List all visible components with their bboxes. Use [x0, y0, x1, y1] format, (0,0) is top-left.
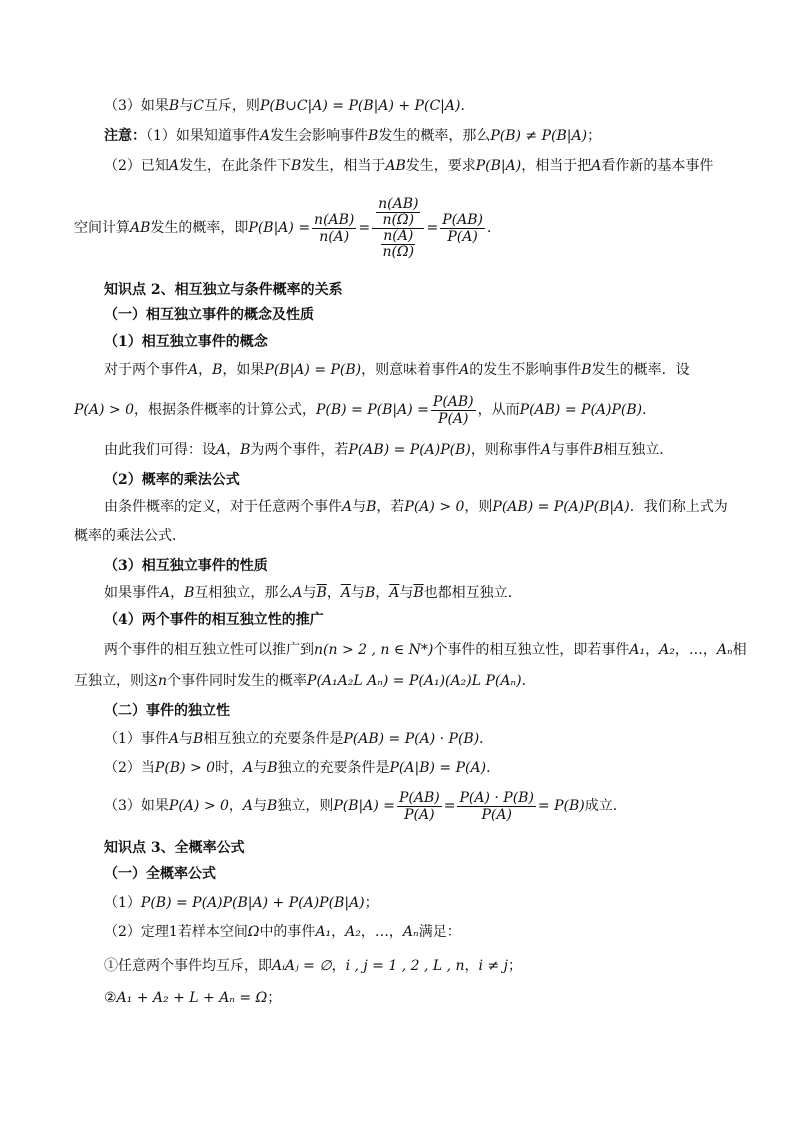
text: 与	[302, 585, 317, 601]
text: ，	[645, 642, 660, 658]
text: （1）如果知道事件	[146, 128, 260, 144]
math: B	[193, 731, 204, 747]
formula: P(B|A) =	[333, 798, 395, 814]
theorem-1-statement	[104, 922, 461, 942]
text: （2）定理1若样本空间	[104, 924, 248, 940]
text: 互相独立，那么	[194, 585, 293, 601]
text: ，…，	[360, 924, 403, 940]
paragraph-multiplication-rule-cont: 概率的乘法公式．	[74, 528, 186, 544]
math: B	[168, 98, 180, 114]
denominator: P(A)	[438, 410, 469, 427]
math: B	[366, 499, 377, 515]
formula: P(B) = P(B|A) =	[316, 402, 429, 418]
text: （3）如果	[104, 798, 169, 814]
numerator: P(AB)	[398, 789, 440, 806]
text: ，则	[464, 499, 493, 515]
paragraph-condition-3	[104, 96, 474, 116]
text: 与事件	[551, 442, 594, 458]
fraction-PAB-over-PA	[440, 212, 485, 245]
denominator: P(A)	[447, 228, 478, 245]
text: ；	[267, 990, 282, 1006]
equals-sign: =	[426, 220, 439, 236]
denominator: n(A)	[319, 228, 350, 245]
text: 个事件的相互独立性，即若事件	[433, 642, 630, 658]
paragraph-independence-conclusion	[104, 440, 673, 460]
text: 发生的概率．设	[591, 362, 690, 378]
text: 与	[352, 499, 367, 515]
math: B	[291, 158, 302, 174]
math: Aₙ	[716, 642, 733, 658]
condition-mutually-exclusive	[104, 956, 522, 976]
note-paragraph-2	[104, 156, 713, 176]
math: C	[193, 98, 204, 114]
equals-sign: =	[358, 220, 371, 236]
text: （2）已知	[104, 158, 169, 174]
text: 由条件概率的定义，对于任意两个事件	[104, 499, 342, 515]
math: A₁	[629, 642, 646, 658]
formula: P(B) ≠ P(B|A)	[490, 128, 588, 144]
numerator: P(A) · P(B)	[459, 789, 534, 806]
text: ，则称事件	[470, 442, 541, 458]
formula: A₁ + A₂ + L + Aₙ = Ω	[116, 990, 268, 1006]
subheading-multiplication-rule: （2）概率的乘法公式	[104, 472, 240, 488]
math: A	[342, 499, 353, 515]
formula: P(AB) = P(A)P(B)	[519, 402, 643, 418]
formula: = P(B)	[537, 798, 585, 814]
numerator: n(AB)	[378, 195, 419, 212]
math: B	[593, 442, 604, 458]
fraction-nA-over-nOmega	[381, 229, 417, 260]
text: 与	[350, 585, 365, 601]
math: A	[540, 442, 552, 458]
text: 也都相互独立．	[423, 585, 522, 601]
denominator: n(Ω)	[382, 243, 415, 260]
math: B	[364, 585, 376, 601]
denominator: P(A)	[481, 806, 512, 823]
subheading-concept: （1）相互独立事件的概念	[104, 334, 268, 350]
math: n	[158, 673, 168, 689]
text: 发生的概率，那么	[378, 128, 491, 144]
fraction-PAB-over-PA	[431, 394, 476, 427]
text: ②	[104, 990, 117, 1006]
math: Aₙ	[402, 924, 419, 940]
text: ，	[331, 958, 346, 974]
math: A₂	[659, 642, 675, 658]
text: 与	[253, 798, 268, 814]
math: B	[184, 585, 195, 601]
text: 相	[732, 642, 747, 658]
text: 看作新的基本事件	[601, 158, 714, 174]
math: B	[240, 442, 251, 458]
text: 对于两个事件	[104, 362, 188, 378]
formula: P(B) > 0	[154, 760, 216, 776]
text: 独立，则	[277, 798, 334, 814]
text: 互斥，则	[203, 98, 260, 114]
subheading-properties: （3）相互独立事件的性质	[104, 558, 268, 574]
paragraph-independence-formula	[104, 786, 627, 826]
condition-union-equals-omega	[104, 988, 281, 1008]
subsection-heading-total-probability: （一）全概率公式	[104, 866, 216, 882]
formula: P(AB) = P(A)P(B|A)	[492, 499, 630, 515]
formula: P(B) = P(A)P(B|A) + P(A)P(B|A)	[140, 895, 365, 911]
math: A	[242, 798, 254, 814]
text: 与	[253, 760, 268, 776]
text: 中的事件	[259, 924, 316, 940]
numerator: P(AB)	[442, 211, 483, 228]
math: B	[368, 128, 379, 144]
math: AB	[385, 158, 406, 174]
formula: P(A) > 0	[404, 499, 465, 515]
paragraph-necessary-sufficient-2	[104, 758, 500, 778]
text: ；	[508, 958, 522, 974]
math: B	[212, 362, 223, 378]
subsection-heading-independent-events: （一）相互独立事件的概念及性质	[104, 307, 314, 323]
fraction-PAB-over-PA	[397, 790, 442, 823]
text: ．	[460, 98, 475, 114]
note-paragraph-1	[104, 126, 601, 146]
math: B	[267, 760, 278, 776]
formula: P(AB) = P(A)P(B)	[348, 442, 471, 458]
paragraph-independence-definition	[104, 360, 690, 380]
text: 发生，相当于	[301, 158, 386, 174]
text: ．	[479, 731, 494, 747]
compound-numerator	[372, 197, 424, 229]
text: 为两个事件，若	[250, 442, 349, 458]
paragraph-multiplication-rule	[104, 497, 728, 517]
math: A	[160, 585, 171, 601]
text: 发生，在此条件下	[179, 158, 292, 174]
math: A	[216, 442, 227, 458]
note-label: 注意：	[104, 128, 146, 144]
text: ，	[198, 362, 213, 378]
text: 两个事件的相互独立性可以推广到	[104, 642, 314, 658]
numerator: P(AB)	[432, 393, 474, 410]
math: B	[581, 362, 592, 378]
text: 与	[179, 98, 194, 114]
text: ．	[486, 220, 501, 236]
text: 如果事件	[104, 585, 160, 601]
text: 相互独立的充要条件是	[203, 731, 344, 747]
math: AB	[130, 220, 151, 236]
text: ，	[375, 585, 390, 601]
math: A	[459, 362, 470, 378]
formula: P(AB) = P(A) · P(B)	[343, 731, 480, 747]
text: 成立．	[584, 798, 627, 814]
text: ，则意味着事件	[361, 362, 460, 378]
math: Ω	[247, 924, 260, 940]
formula: n(n > 2 , n ∈ N*)	[314, 642, 434, 658]
text: 的发生不影响事件	[469, 362, 582, 378]
formula: P(A|B) = P(A)	[389, 760, 487, 776]
fraction-nAB-over-nA	[312, 212, 356, 245]
math: A	[188, 362, 199, 378]
math: A	[243, 760, 254, 776]
formula: P(B|A) =	[248, 220, 311, 236]
text: ①任意两个事件均互斥，即	[104, 958, 272, 974]
equals-sign: =	[443, 798, 456, 814]
subsection-heading-independence: （二）事件的独立性	[104, 703, 230, 719]
text: 发生，要求	[405, 158, 476, 174]
subheading-generalization: （4）两个事件的相互独立性的推广	[104, 612, 324, 628]
text: 与	[399, 585, 414, 601]
numerator: n(A)	[383, 227, 414, 244]
text: ．	[486, 760, 501, 776]
text: ．我们称上式为	[629, 499, 728, 515]
text: （2）当	[104, 760, 155, 776]
math: A	[168, 158, 180, 174]
text: （1）事件	[104, 731, 169, 747]
text: 发生会影响事件	[270, 128, 369, 144]
math: A	[591, 158, 602, 174]
text: ，…，	[674, 642, 717, 658]
text: ，	[326, 585, 341, 601]
formula: P(A) > 0	[168, 798, 229, 814]
text: ；	[364, 895, 379, 911]
formula: i , j = 1 , 2 , L , n	[345, 958, 465, 974]
text: 空间计算	[74, 220, 130, 236]
conditional-probability-formula-line	[74, 186, 501, 270]
fraction-nAB-over-nOmega	[376, 197, 420, 228]
math-complement: $\overline{A}$	[340, 585, 351, 601]
text: 独立的充要条件是	[277, 760, 390, 776]
paragraph-properties	[104, 583, 522, 603]
paragraph-necessary-sufficient-1	[104, 729, 493, 749]
text: 与	[179, 731, 194, 747]
text: （3）如果	[104, 98, 169, 114]
math: A	[259, 128, 271, 144]
text: ，	[170, 585, 185, 601]
text: ，根据条件概率的计算公式，	[134, 402, 316, 418]
text: ，	[226, 442, 241, 458]
math: A	[292, 585, 303, 601]
formula: P(B∪C|A) = P(B|A) + P(C|A)	[259, 98, 461, 114]
formula: P(A₁A₂L Aₙ) = P(A₁)(A₂)L P(Aₙ)	[307, 673, 522, 689]
text: 相互独立．	[603, 442, 674, 458]
formula: AᵢAⱼ = ∅	[272, 958, 332, 974]
text: ，相当于把	[521, 158, 592, 174]
formula: i ≠ j	[478, 958, 508, 974]
math: B	[267, 798, 278, 814]
text: （1）	[104, 895, 141, 911]
math-complement: $\overline{B}$	[316, 585, 327, 601]
denominator: P(A)	[404, 806, 435, 823]
text: ，从而	[477, 402, 520, 418]
text: 由此我们可得：设	[104, 442, 216, 458]
text: ，	[331, 924, 346, 940]
text: ，若	[376, 499, 405, 515]
paragraph-derivation	[74, 390, 656, 430]
formula: P(B|A) = P(B)	[264, 362, 362, 378]
text: ，	[228, 798, 243, 814]
text: 个事件同时发生的概率	[167, 673, 308, 689]
compound-fraction	[372, 197, 424, 260]
text: ，如果	[222, 362, 265, 378]
math-complement: $\overline{B}$	[413, 585, 424, 601]
text: ．	[642, 402, 657, 418]
formula: P(A) > 0	[74, 402, 134, 418]
section-heading-knowledge-2: 知识点 2、相互独立与条件概率的关系	[104, 282, 343, 298]
text: 互独立，则这	[74, 673, 158, 689]
paragraph-generalization-cont	[74, 671, 536, 691]
text: 发生的概率，即	[150, 220, 249, 236]
text: 满足：	[418, 924, 461, 940]
math: A₁	[315, 924, 332, 940]
text: ，	[464, 958, 479, 974]
formula: P(B|A)	[475, 158, 522, 174]
math: A₂	[345, 924, 361, 940]
math: A	[168, 731, 180, 747]
denominator: n(Ω)	[382, 211, 415, 228]
text: ．	[521, 673, 536, 689]
text: 时，	[215, 760, 244, 776]
section-heading-knowledge-3: 知识点 3、全概率公式	[104, 840, 245, 856]
paragraph-generalization	[104, 640, 747, 660]
math-complement: $\overline{A}$	[389, 585, 400, 601]
text: ；	[587, 128, 602, 144]
fraction-PA-PB-over-PA	[457, 790, 535, 823]
compound-denominator	[377, 229, 421, 260]
numerator: n(AB)	[314, 211, 355, 228]
total-probability-formula	[104, 893, 379, 913]
